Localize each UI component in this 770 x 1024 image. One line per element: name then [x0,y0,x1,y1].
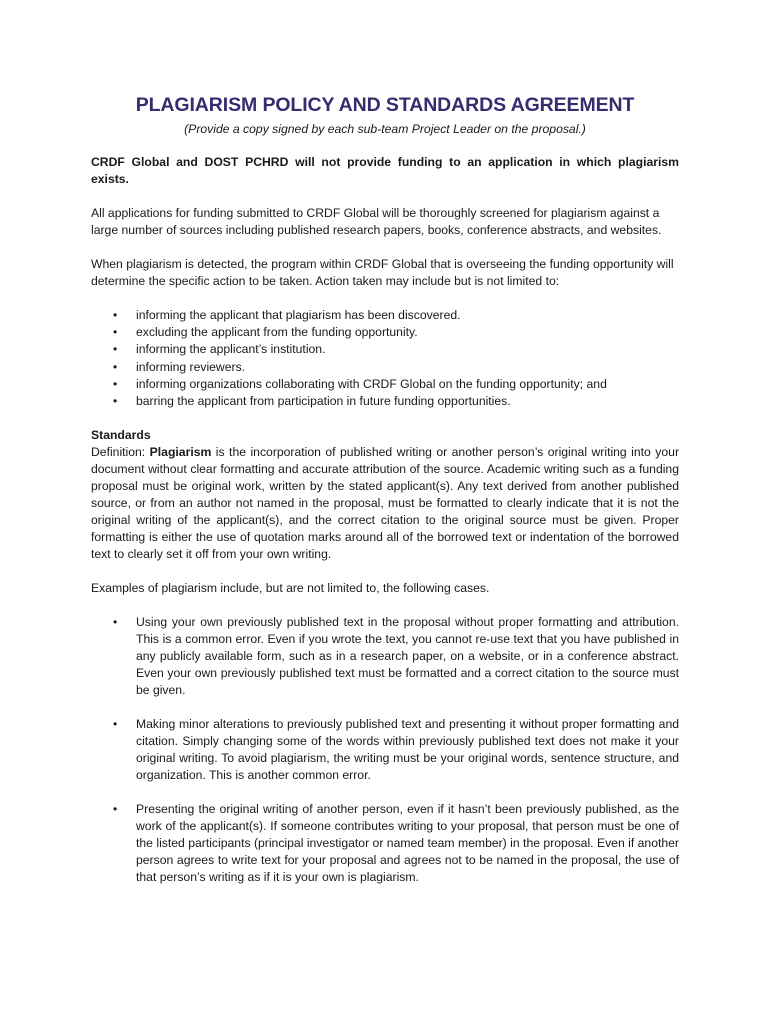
definition-body: is the incorporation of published writing or another person’s original writing into your document without clear formatting and accurate attribution of the source. Academic writing such as a funding proposal must be original work, written by the stated applicant(s). Any text derived from another published source, or from an author not named in the proposal, must be formatted to clearly indicate that it is not the original writing of the applicant(s), and the correct citation to the original source must be given. Proper formatting is either the use of quotation marks around all of the borrowed text or indentation of the borrowed text to clearly set it off from your own writing. [91,445,679,562]
examples-intro: Examples of plagiarism include, but are not limited to, the following cases. [91,581,490,596]
document-subtitle: (Provide a copy signed by each sub-team Project Leader on the proposal.) [184,122,586,136]
definition-term: Plagiarism [149,445,212,460]
document-title: PLAGIARISM POLICY AND STANDARDS AGREEMENT [135,94,635,116]
document-page [91,92,679,903]
bullet-icon: • [113,394,118,409]
list-item: • barring the applicant from participation in future funding opportunities. [91,393,679,410]
list-item: • informing organizations collaborating with CRDF Global on the funding opportunity; and [91,376,679,393]
list-item: • informing reviewers. [91,359,679,376]
examples-list [91,614,679,886]
definition-paragraph [91,444,679,563]
detection-paragraph: When plagiarism is detected, the program within CRDF Global that is overseeing the funding opportunity will determine the specific action to be taken. Action taken may include but is not limited to: [91,257,674,288]
list-item: • excluding the applicant from the funding opportunity. [91,324,679,341]
bullet-icon: • [113,376,118,391]
standards-heading: Standards [91,428,151,443]
definition-label: Definition: [91,445,150,460]
bullet-icon: • [113,615,118,630]
list-item: • Presenting the original writing of another person, even if it hasn’t been previously published, as the work of the applicant(s). If someone contributes writing to your proposal, that person must be one of the listed participants (principal investigator or named team member) in the proposal. Even if another person agrees to write text for your proposal and agrees not to be named in the proposal, the use of that person’s writing as if it is your own is plagiarism. [113,802,679,885]
bullet-icon: • [113,359,118,374]
list-item: • informing the applicant’s institution. [91,341,679,358]
funding-statement: CRDF Global and DOST PCHRD will not provide funding to an application in which plagiarism exists. [91,155,679,186]
list-item: • Using your own previously published text in the proposal without proper formatting and attribution. This is a common error. Even if you wrote the text, you cannot re-use text that you have published in any publicly available form, such as in a research paper, on a website, or in a conference abstract. Even your own previously published text must be formatted and a correct citation to the source must be given. [113,615,679,698]
screening-paragraph: All applications for funding submitted to CRDF Global will be thoroughly screened for plagiarism against a large number of sources including published research papers, books, conference abstracts, and websites. [91,206,662,237]
bullet-icon: • [113,325,118,340]
bullet-icon: • [113,717,118,732]
list-item: • Making minor alterations to previously published text and presenting it without proper formatting and citation. Simply changing some of the words within previously published text does not make it your original writing. To avoid plagiarism, the writing must be your original words, sentence structure, and organization. This is another common error. [113,717,679,783]
bullet-icon: • [113,308,118,322]
bullet-icon: • [113,342,118,357]
actions-list [91,307,679,410]
list-item: • informing the applicant that plagiarism has been discovered. [91,307,679,324]
bullet-icon: • [113,802,118,817]
